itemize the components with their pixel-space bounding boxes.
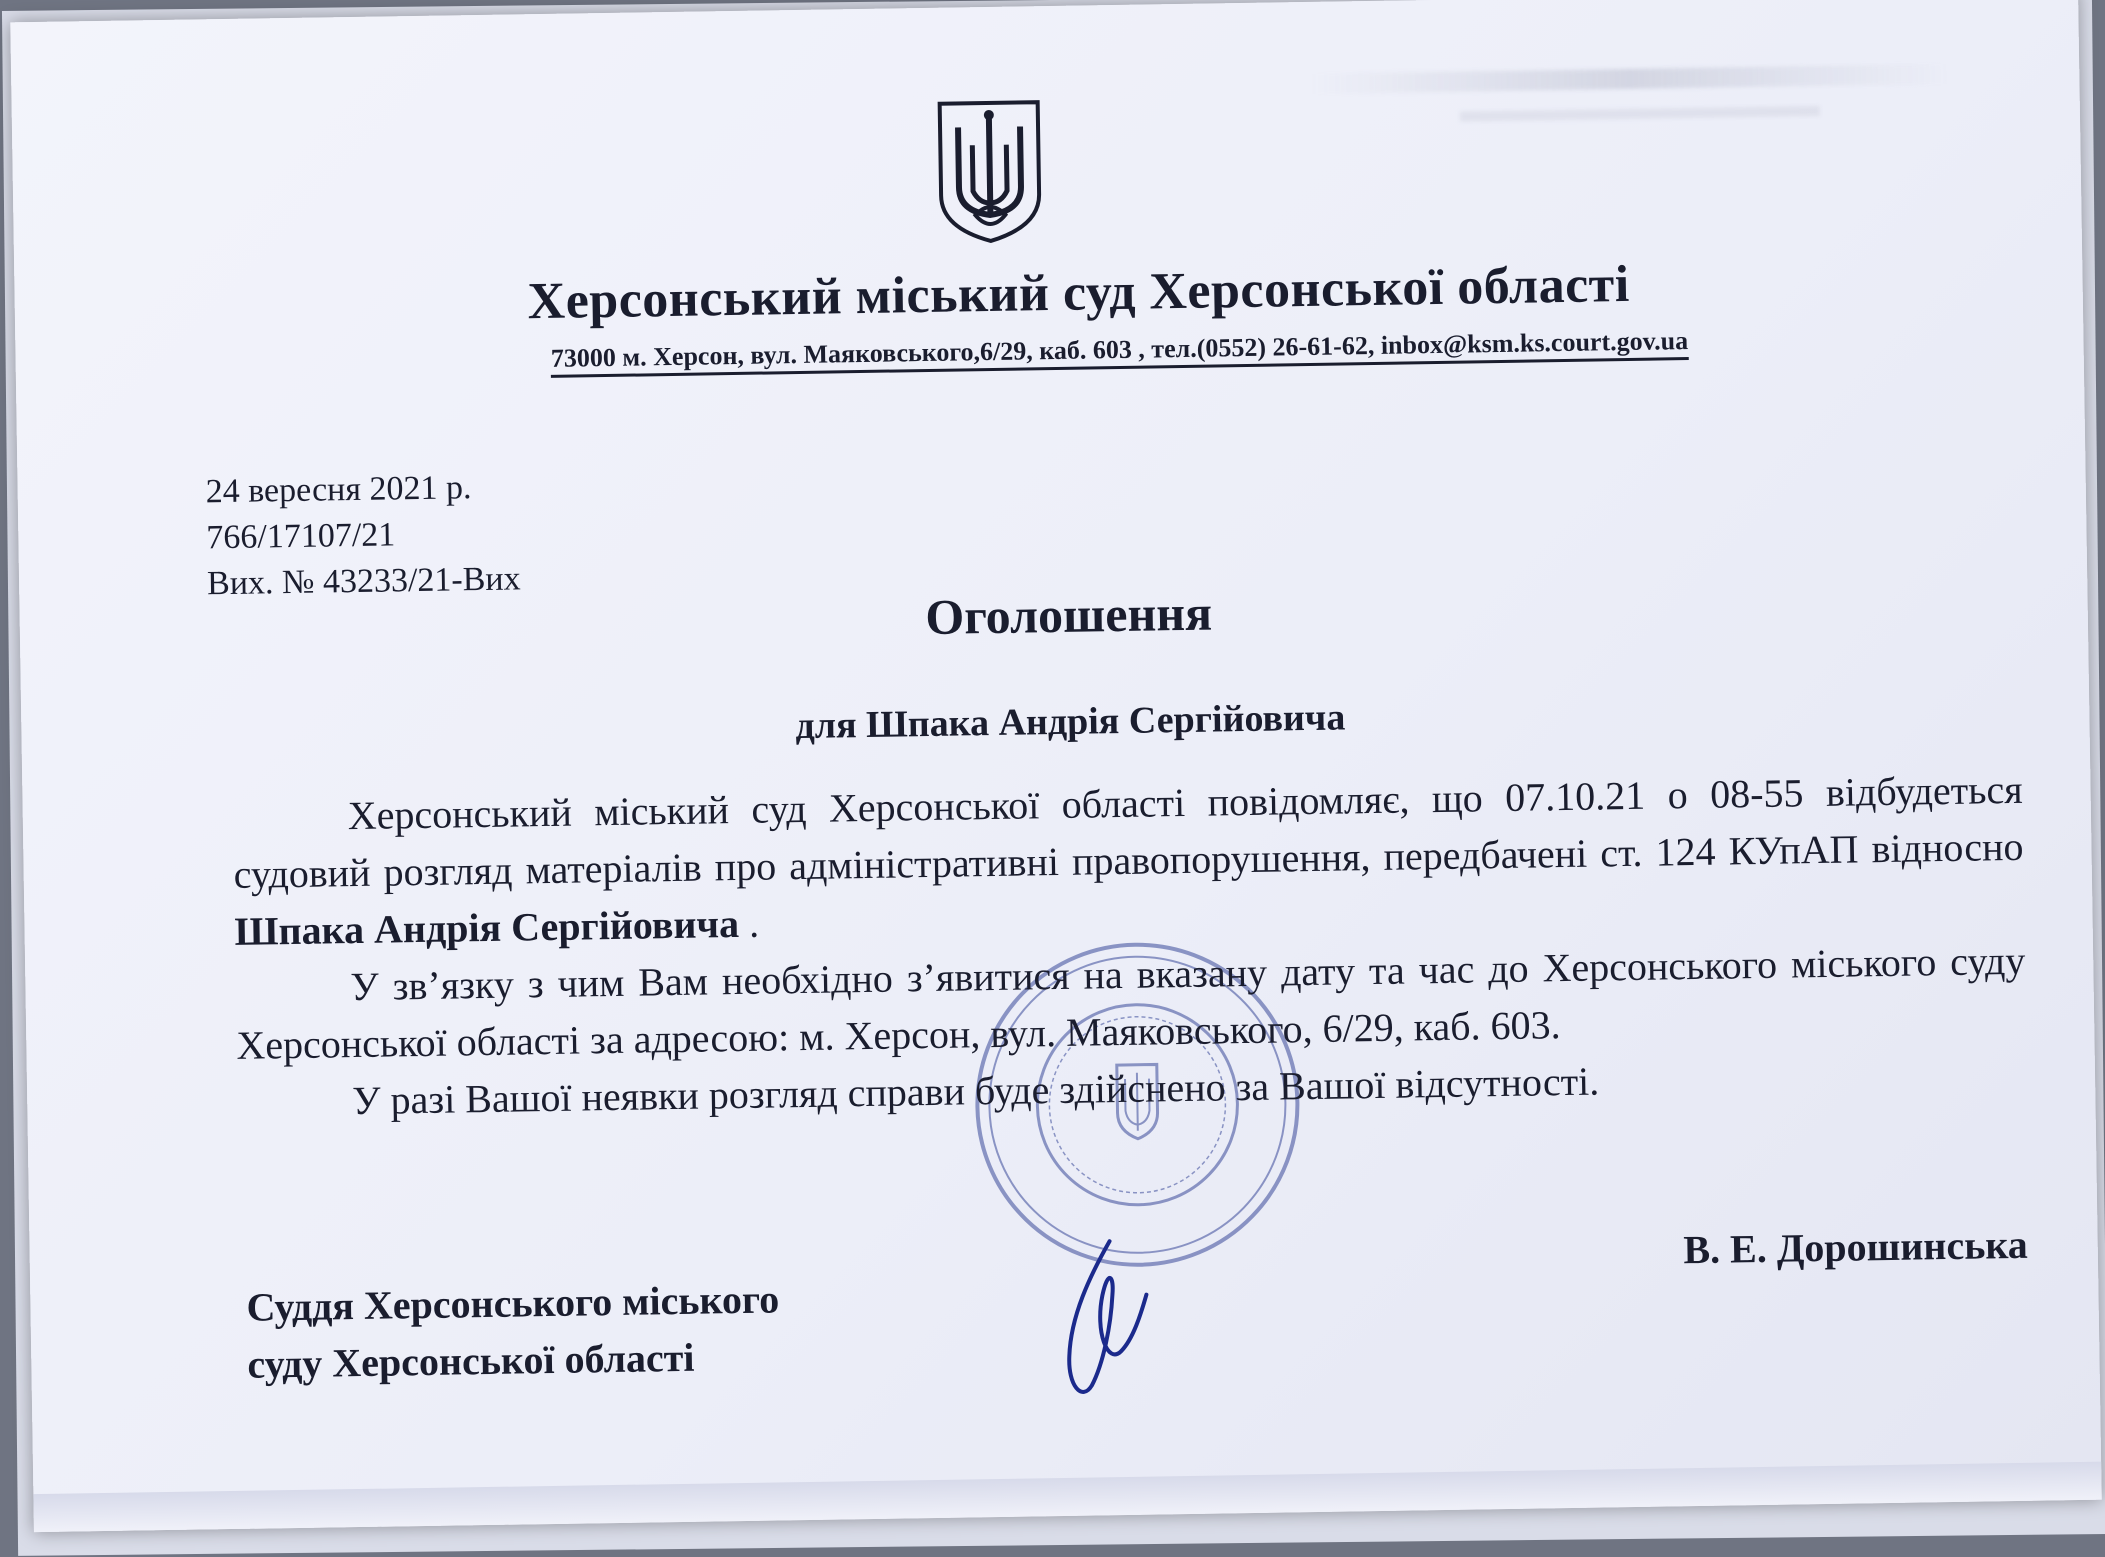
coat-of-arms-icon bbox=[934, 98, 1046, 246]
notice-paragraph-1 bbox=[232, 761, 2024, 960]
document-title: Оголошення bbox=[924, 584, 1213, 646]
outgoing-number: Вих. № 43233/21-Вих bbox=[206, 560, 521, 603]
court-address-text: 73000 м. Херсон, вул. Маяковського,6/29, каб. 603 , тел.(0552) 26-61-62, inbox@ksm.ks.court.gov.ua bbox=[551, 326, 1689, 378]
signature-icon bbox=[1049, 1234, 1162, 1406]
document-page bbox=[10, 0, 2101, 1532]
notice-paragraph-2: У зв’язку з чим Вам необхідно з’явитися на вказану дату та час до Херсонського міського суду Херсонської області за адресою: м. Херсон, вул. Маяковського, 6/29, каб. 603. bbox=[236, 937, 2026, 1068]
defendant-name: Шпака Андрія Сергійовича bbox=[234, 901, 740, 954]
judge-position bbox=[246, 1270, 780, 1392]
notice-paragraph-3: У разі Вашої неявки розгляд справи буде здійснено за Вашої відсутності. bbox=[351, 1058, 1600, 1124]
document-meta bbox=[205, 464, 521, 607]
notice-body bbox=[232, 761, 2027, 1131]
judge-name: В. Е. Дорошинська bbox=[1683, 1221, 2029, 1273]
addressee: для Шпака Андрія Сергійовича bbox=[795, 696, 1346, 748]
bleed-through-text-2 bbox=[1460, 106, 1820, 122]
bleed-through-text bbox=[1309, 64, 1949, 94]
notice-paragraph-1-text: Херсонський міський суд Херсонської області повідомляє, що 07.10.21 о 08-55 відбудеться судовий розгляд матеріалів про адміністративні правопорушення, передбачені ст. 124 КУпАП відносно bbox=[233, 766, 2024, 897]
judge-position-line-1: Суддя Херсонського міського bbox=[246, 1276, 780, 1330]
document-date: 24 вересня 2021 р. bbox=[205, 469, 472, 511]
court-name: Херсонський міський суд Херсонської області bbox=[527, 255, 1631, 331]
notice-paragraph-1-end: . bbox=[738, 900, 760, 946]
judge-position-line-2: суду Херсонської області bbox=[247, 1334, 695, 1387]
case-number: 766/17107/21 bbox=[206, 516, 396, 557]
